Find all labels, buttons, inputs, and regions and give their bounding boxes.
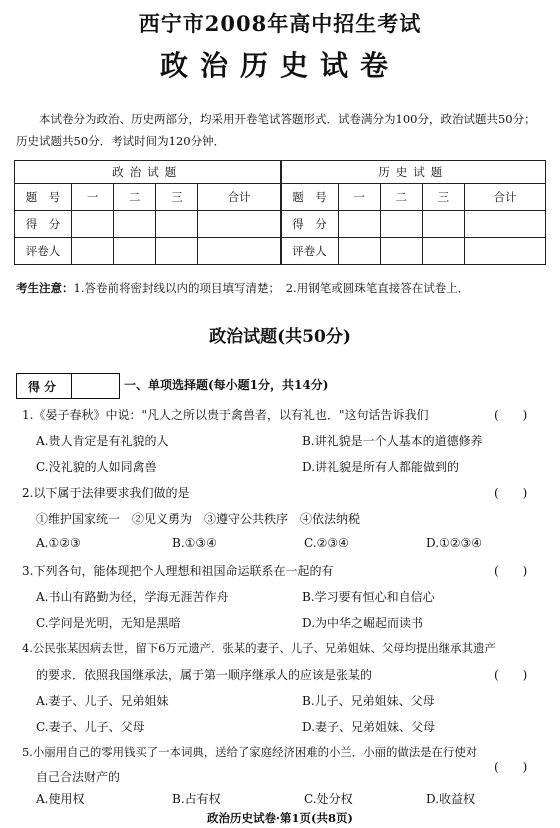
q3-option-a: A.书山有路勤为径，学海无涯苦作舟 <box>36 590 229 604</box>
question-5-answer[interactable]: ( ) <box>494 760 528 774</box>
col-1: 一 <box>338 184 380 211</box>
question-1-stem: 1.《晏子春秋》中说："凡人之所以贵于禽兽者，以有礼也．"这句话告诉我们 <box>22 408 429 422</box>
score-cell[interactable] <box>464 211 545 238</box>
score-table <box>14 160 546 265</box>
score-cell[interactable] <box>72 211 114 238</box>
col-total: 合计 <box>464 184 545 211</box>
grader-cell[interactable] <box>422 238 464 265</box>
grader-cell[interactable] <box>156 238 198 265</box>
q5-option-c: C.处分权 <box>304 792 353 806</box>
q1-option-c: C.没礼貌的人如同禽兽 <box>36 460 157 474</box>
q2-option-b: B.①③④ <box>172 536 217 550</box>
history-header: 历史试题 <box>281 161 546 184</box>
exam-intro: 本试卷分为政治、历史两部分，均采用开卷笔试答题形式．试卷满分为100分，政治试题共50分；历史试题共50分．考试时间为120分钟． <box>16 112 536 148</box>
q2-option-c: C.②③④ <box>304 536 349 550</box>
col-2: 二 <box>114 184 156 211</box>
grader-cell[interactable] <box>380 238 422 265</box>
part-title: 一、单项选择题(每小题1分，共14分) <box>124 378 329 392</box>
section-score-box <box>16 373 120 399</box>
grader-cell[interactable] <box>464 238 545 265</box>
section-title: 政治试题(共50分) <box>209 327 351 347</box>
question-1-answer[interactable]: ( ) <box>494 408 528 422</box>
q3-option-d: D.为中华之崛起而读书 <box>302 616 424 630</box>
notice-label: 考生注意： <box>16 281 74 295</box>
q1-option-b: B.讲礼貌是一个人基本的道德修养 <box>302 434 483 448</box>
page-footer: 政治历史试卷·第1页(共8页) <box>207 811 353 825</box>
q5-option-a: A.使用权 <box>36 792 85 806</box>
exam-title-line2: 政治历史试卷 <box>159 49 400 82</box>
question-4-answer[interactable]: ( ) <box>494 668 528 682</box>
row-score-label: 得 分 <box>281 211 339 238</box>
score-box-label: 得分 <box>17 374 72 398</box>
score-cell[interactable] <box>156 211 198 238</box>
q5-option-b: B.占有权 <box>172 792 221 806</box>
score-cell[interactable] <box>338 211 380 238</box>
question-4-stem: 4.公民张某因病去世，留下6万元遗产．张某的妻子、儿子、兄弟姐妹、父母均提出继承其遗产 <box>22 641 496 655</box>
question-5-stem: 5.小丽用自己的零用钱买了一本词典，送给了家庭经济困难的小兰．小丽的做法是在行使对 <box>22 745 478 759</box>
question-2-stem: 2.以下属于法律要求我们做的是 <box>22 486 190 500</box>
col-num-label: 题 号 <box>281 184 339 211</box>
question-5-stem-cont: 自己合法财产的 <box>36 770 121 784</box>
score-cell[interactable] <box>380 211 422 238</box>
grader-cell[interactable] <box>114 238 156 265</box>
q2-option-a: A.①②③ <box>36 536 81 550</box>
q4-option-b: B.儿子、兄弟姐妹、父母 <box>302 694 435 708</box>
q1-option-d: D.讲礼貌是所有人都能做到的 <box>302 460 460 474</box>
col-num-label: 题 号 <box>15 184 72 211</box>
col-2: 二 <box>380 184 422 211</box>
q3-option-c: C.学问是光明，无知是黑暗 <box>36 616 181 630</box>
candidate-notice <box>16 280 546 296</box>
question-3-stem: 3.下列各句，能体现把个人理想和祖国命运联系在一起的有 <box>22 564 334 578</box>
notice-text: 1.答卷前将密封线以内的项目填写清楚； 2.用钢笔或圆珠笔直接答在试卷上． <box>73 281 470 295</box>
q4-option-d: D.妻子、兄弟姐妹、父母 <box>302 720 436 734</box>
question-4-stem-cont: 的要求．依照我国继承法，属于第一顺序继承人的应该是张某的 <box>36 668 373 682</box>
col-total: 合计 <box>198 184 281 211</box>
q1-option-a: A.贵人肯定是有礼貌的人 <box>36 434 169 448</box>
row-score-label: 得 分 <box>15 211 72 238</box>
exam-title-line1: 西宁市2008年高中招生考试 <box>138 11 422 36</box>
score-cell[interactable] <box>114 211 156 238</box>
score-box-field[interactable] <box>72 374 119 398</box>
grader-cell[interactable] <box>198 238 281 265</box>
question-2-answer[interactable]: ( ) <box>494 486 528 500</box>
row-grader-label: 评卷人 <box>15 238 72 265</box>
score-cell[interactable] <box>198 211 281 238</box>
politics-header: 政治试题 <box>15 161 281 184</box>
score-cell[interactable] <box>422 211 464 238</box>
col-3: 三 <box>156 184 198 211</box>
grader-cell[interactable] <box>338 238 380 265</box>
q3-option-b: B.学习要有恒心和自信心 <box>302 590 435 604</box>
question-3-answer[interactable]: ( ) <box>494 564 528 578</box>
q4-option-c: C.妻子、儿子、父母 <box>36 720 145 734</box>
grader-cell[interactable] <box>72 238 114 265</box>
col-3: 三 <box>422 184 464 211</box>
col-1: 一 <box>72 184 114 211</box>
q2-statements: ①维护国家统一 ②见义勇为 ③遵守公共秩序 ④依法纳税 <box>36 512 361 526</box>
q4-option-a: A.妻子、儿子、兄弟姐妹 <box>36 694 169 708</box>
q5-option-d: D.收益权 <box>426 792 476 806</box>
row-grader-label: 评卷人 <box>281 238 339 265</box>
q2-option-d: D.①②③④ <box>426 536 483 550</box>
